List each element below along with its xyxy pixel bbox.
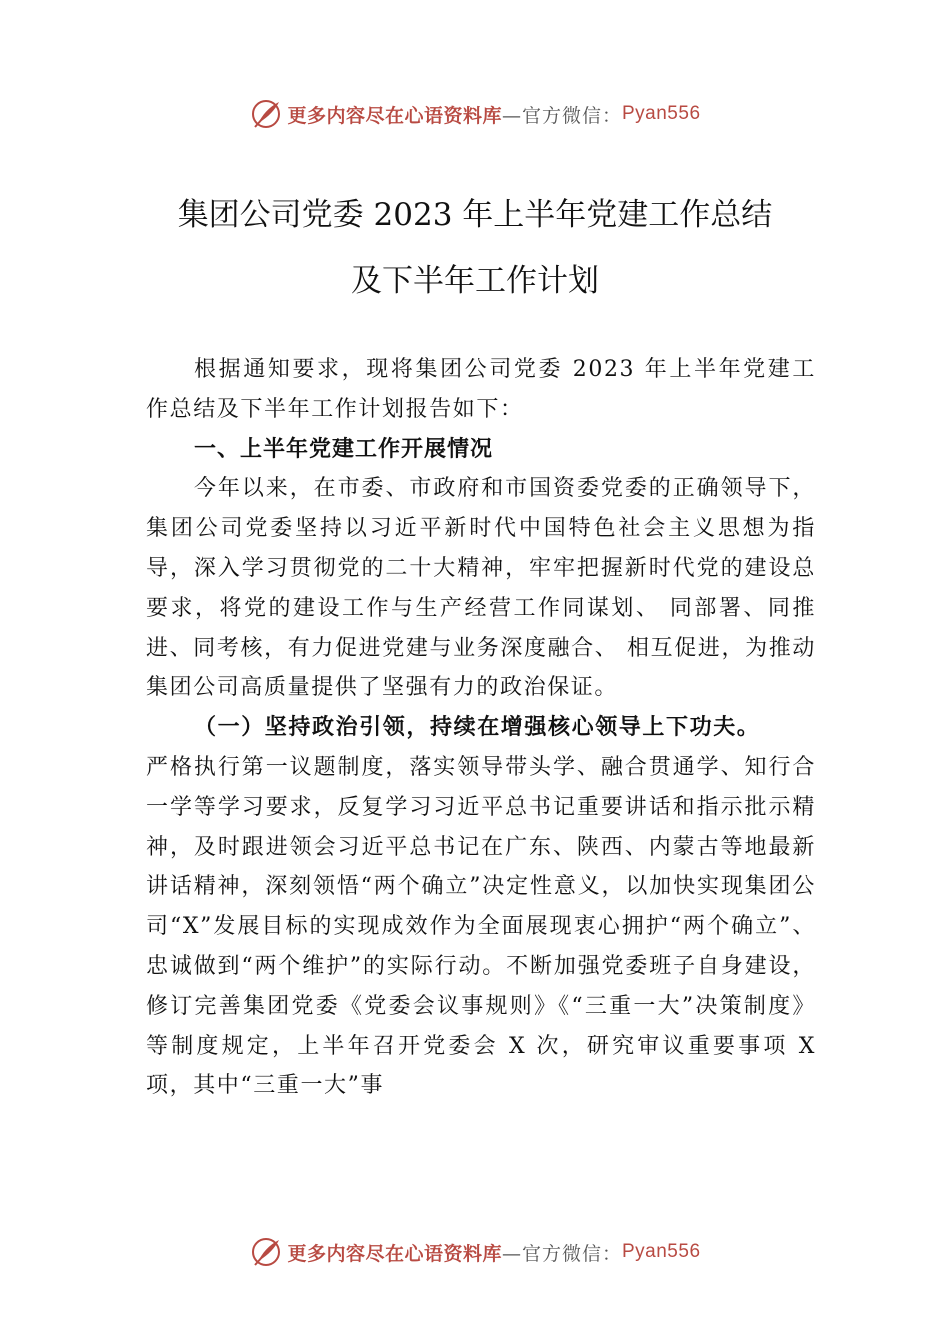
intro-paragraph: 根据通知要求，现将集团公司党委 2023 年上半年党建工作总结及下半年工作计划报告如下： — [146, 357, 816, 422]
watermark-text: 更多内容尽在心语资料库 — [287, 1242, 502, 1265]
feather-quill-logo-icon — [249, 1235, 283, 1269]
document-title-line1: 集团公司党委 2023 年上半年党建工作总结 — [177, 197, 773, 233]
document-body — [146, 350, 816, 1106]
watermark-header — [0, 92, 950, 136]
subsection1-paragraph: 严格执行第一议题制度，落实领导带头学、融合贯通学、知行合一学等学习要求，反复学习习近平总书记重要讲话和指示批示精神，及时跟进领会习近平总书记在广东、陕西、内蒙古等地最新讲话精神，深刻领悟“两个确立”决定性意义，以加快实现集团公司“X”发展目标的实现成效作为全面展现衷心拥护“两个确立”、忠诚做到“两个维护”的实际行动。不断加强党委班子自身建设，修订完善集团党委《党委会议事规则》《“三重一大”决策制度》等制度规定，上半年召开党委会 X 次，研究审议重要事项 X 项，其中“三重一大”事 — [146, 754, 816, 1099]
subsection1-heading: （一）坚持政治引领，持续在增强核心领导上下功夫。 — [194, 714, 761, 741]
document-title-line2: 及下半年工作计划 — [351, 263, 599, 299]
feather-quill-logo-icon — [249, 97, 283, 131]
watermark-separator: —官方微信： — [501, 104, 622, 127]
section1-paragraph: 今年以来，在市委、市政府和市国资委党委的正确领导下，集团公司党委坚持以习近平新时代中国特色社会主义思想为指导，深入学习贯彻党的二十大精神，牢牢把握新时代党的建设总要求，将党的建设工作与生产经营工作同谋划、 同部署、同推进、同考核，有力促进党建与业务深度融合、 相互促进，为推动集团公司高质量提供了坚强有力的政治保证。 — [146, 476, 816, 701]
watermark-wechat-id: Pyan556 — [622, 103, 701, 124]
watermark-text: 更多内容尽在心语资料库 — [287, 104, 502, 127]
watermark-wechat-id: Pyan556 — [622, 1241, 701, 1262]
watermark-separator: —官方微信： — [501, 1242, 622, 1265]
watermark-footer — [0, 1230, 950, 1274]
section1-heading: 一、上半年党建工作开展情况 — [194, 436, 494, 462]
